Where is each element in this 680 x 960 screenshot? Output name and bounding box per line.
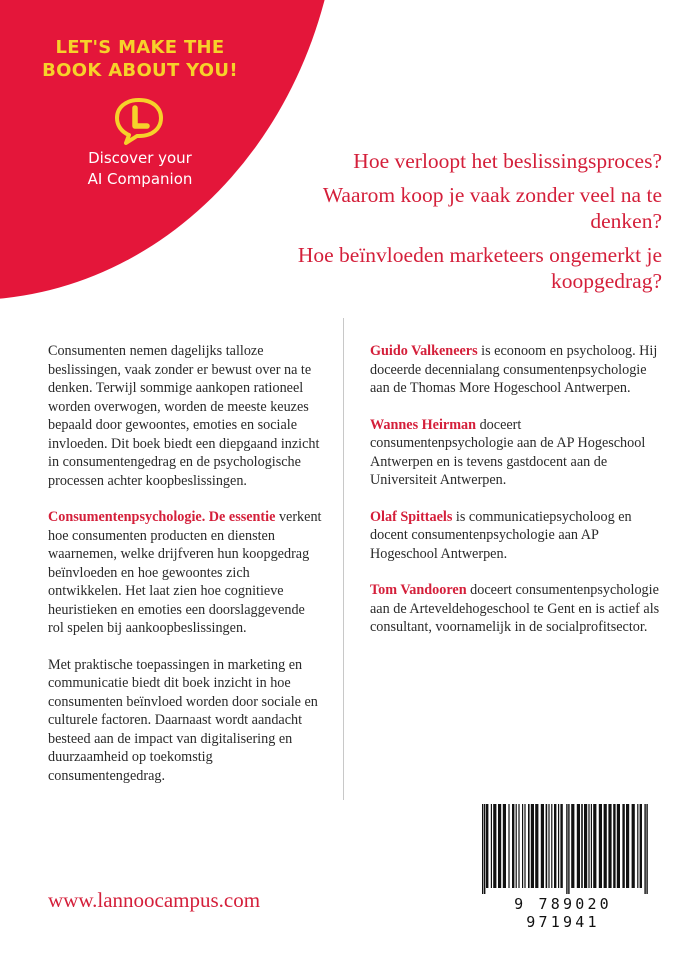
promo-sub-line1: Discover your: [88, 149, 192, 167]
blurb-paragraph-2: [48, 508, 324, 638]
barcode-bar: [626, 804, 629, 888]
barcode-bar: [560, 804, 562, 888]
barcode-bar: [577, 804, 580, 888]
barcode-bar: [531, 804, 534, 888]
author-bio: [370, 342, 660, 398]
barcode-bar: [646, 804, 647, 894]
barcode-bar: [486, 804, 488, 888]
question-3: Hoe beïnvloeden marketeers ongemerkt je koopgedrag?: [297, 243, 662, 293]
barcode-bar: [512, 804, 514, 888]
barcode-bar: [604, 804, 607, 888]
barcode-bar: [571, 804, 574, 888]
blurb-paragraph-1: Consumenten nemen dagelijks talloze beslissingen, vaak zonder er bewust over na te denken. Terwijl sommige aankopen rationeel worden overwogen, worden de meeste keuzes bepaald door gewoontes, emoties en sociale invloeden. Dit boek biedt een diepgaand inzicht in consumentengedrag en de psychologische processen achter koopbeslissingen.: [48, 343, 320, 489]
author-bio-text: is communicatiepsycholoog en docent consumentenpsychologie aan AP Hogeschool Antwerpen.: [370, 508, 632, 562]
barcode-bar: [599, 804, 602, 888]
barcode-bar: [608, 804, 611, 888]
author-bio: [370, 581, 660, 637]
barcode-bar: [593, 804, 596, 888]
author-name: Olaf Spittaels: [370, 508, 453, 525]
barcode-bar: [508, 804, 509, 888]
author-name: Tom Vandooren: [370, 582, 467, 598]
promo-headline: [20, 36, 260, 82]
author-bio-text: doceert consumentenpsychologie aan de AP Hogeschool Antwerpen en is tevens gastdocent aan de Universiteit Antwerpen.: [370, 416, 646, 488]
barcode-bar: [591, 804, 592, 888]
isbn-barcode: [472, 804, 654, 931]
barcode-bar: [558, 804, 559, 888]
publisher-website[interactable]: www.lannoocampus.com: [48, 888, 261, 912]
barcode-bar: [535, 804, 538, 888]
barcode-bar: [613, 804, 615, 888]
book-title: Consumentenpsychologie. De essentie: [48, 509, 276, 525]
speech-bubble-L-icon: [111, 96, 167, 146]
barcode-bar: [622, 804, 624, 888]
barcode-bar: [640, 804, 642, 888]
barcode-bar: [644, 804, 645, 894]
barcode-bar: [503, 804, 506, 888]
barcode-bar: [548, 804, 549, 888]
barcode-bar: [568, 804, 569, 894]
barcode-bar: [617, 804, 620, 888]
promo-headline-line1: LET'S MAKE THE: [55, 37, 225, 58]
author-name: Guido Valkeneers: [370, 343, 478, 359]
barcode-bar: [518, 804, 519, 888]
author-bio-text: doceert consumentenpsychologie aan de Arteveldehogeschool te Gent en is actief als consultant, voornamelijk in de socialprofitsector.: [370, 582, 660, 635]
barcode-bar: [482, 804, 483, 894]
barcode-bar: [566, 804, 567, 894]
authors-column: [370, 342, 660, 655]
question-2: Waarom koop je vaak zonder veel na te denken?: [322, 183, 662, 233]
barcode-bars: [472, 804, 654, 894]
author-bio: [370, 508, 660, 564]
barcode-bar: [554, 804, 556, 888]
barcode-bar: [637, 804, 638, 888]
barcode-bar: [522, 804, 523, 888]
blurb-column: [48, 342, 324, 803]
barcode-bar: [493, 804, 496, 888]
barcode-bar: [528, 804, 530, 888]
blurb-paragraph-3: Met praktische toepassingen in marketing en communicatie biedt dit boek inzicht in hoe consumenten beïnvloed worden door sociale en culturele factoren. Daarnaast wordt aandacht besteed aan de impact van digitalisering en duurzaamheid op toekomstig consumentengedrag.: [48, 656, 318, 784]
column-divider: [343, 318, 344, 800]
promo-subtitle: [20, 148, 260, 190]
promo-headline-line2: BOOK ABOUT YOU!: [42, 60, 238, 81]
barcode-bar: [584, 804, 587, 888]
question-1: Hoe verloopt het beslissingsproces?: [353, 149, 662, 173]
author-name: Wannes Heirman: [370, 416, 477, 433]
barcode-bar: [541, 804, 544, 888]
barcode-bar: [551, 804, 552, 888]
promo-sub-line2: AI Companion: [87, 170, 193, 188]
blurb-paragraph-2-text: verkent hoe consumenten producten en diensten waarnemen, welke drijfveren hun koopgedrag beïnvloeden en hoe gewoontes zich ontwikkelen. Het laat zien hoe cognitieve heuristieken en emoties een doorslaggevende rol spelen bij aankoopbeslissingen.: [48, 509, 322, 636]
barcode-bar: [516, 804, 517, 888]
isbn-digits: 9 789020 971941: [514, 895, 612, 931]
author-bio-text: is econoom en psycholoog. Hij doceerde decennialang consumentenpsychologie aan de Thomas More Hogeschool Antwerpen.: [370, 343, 658, 396]
barcode-bar: [498, 804, 501, 888]
author-bio: [370, 416, 660, 490]
barcode-bar: [491, 804, 492, 888]
key-questions: [262, 148, 662, 302]
barcode-bar: [524, 804, 525, 888]
barcode-bar: [484, 804, 485, 894]
barcode-bar: [546, 804, 548, 888]
barcode-bar: [632, 804, 635, 888]
barcode-bar: [581, 804, 583, 888]
barcode-bar: [588, 804, 589, 888]
